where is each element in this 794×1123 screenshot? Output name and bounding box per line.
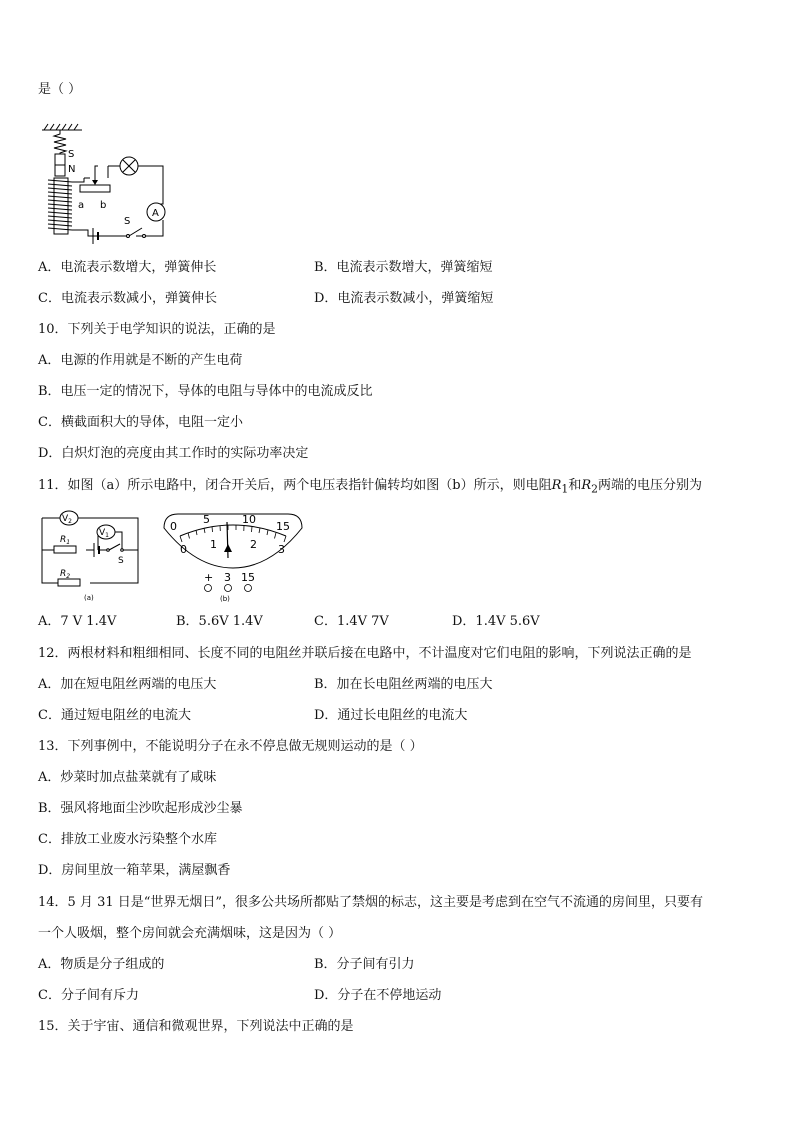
q13-option-c: C．排放工业废水污染整个水库 <box>38 832 217 847</box>
top-scale-0: 0 <box>170 520 177 533</box>
q13-option-b: B．强风将地面尘沙吹起形成沙尘暴 <box>38 801 243 816</box>
switch-label: S <box>118 556 124 566</box>
q11-option-a: A．7 V 1.4V <box>38 614 117 629</box>
q12-option-c: C．通过短电阻丝的电流大 <box>38 708 191 723</box>
top-scale-15: 15 <box>276 520 290 533</box>
svg-text:R2: $R_2$ <box>60 569 71 580</box>
ceiling-support <box>42 124 82 130</box>
q12-option-a: A．加在短电阻丝两端的电压大 <box>38 677 217 692</box>
q14-stem-line1: 14．5 月 31 日是“世界无烟日”，很多公共场所都贴了禁烟的标志，这主要是考虑到在空气不流通的房间里，只要有 <box>38 895 704 910</box>
q14-option-b: B．分子间有引力 <box>314 957 415 972</box>
bottom-scale-1: 1 <box>210 538 217 551</box>
q9-option-c: C．电流表示数减小，弹簧伸长 <box>38 291 217 306</box>
spring <box>54 130 66 154</box>
svg-text:R1: $R_1$ <box>60 535 71 546</box>
q12-option-d: D．通过长电阻丝的电流大 <box>314 708 468 723</box>
q9-option-d: D．电流表示数减小，弹簧缩短 <box>314 291 494 306</box>
q14-option-a: A．物质是分子组成的 <box>38 957 165 972</box>
rheostat-label-b: b <box>100 200 107 211</box>
q11-option-c: C．1.4V 7V <box>314 614 389 629</box>
q11-stem: 11．如图（a）所示电路中，闭合开关后，两个电压表指针偏转均如图（b）所示，则电阻$R_1$和$R_2$两端的电压分别为 <box>38 478 703 496</box>
q14-stem-line2: 一个人吸烟，整个房间就会充满烟味，这是因为（ ） <box>38 926 342 941</box>
svg-text:A: A <box>152 208 159 219</box>
q9-stem-tail: 是（ ） <box>38 82 82 97</box>
top-scale-5: 5 <box>203 513 210 526</box>
q14-option-c: C．分子间有斥力 <box>38 988 139 1003</box>
switch-icon <box>107 544 124 551</box>
q10-option-a: A．电源的作用就是不断的产生电荷 <box>38 353 243 368</box>
bottom-scale-3: 3 <box>278 543 285 556</box>
q10-option-d: D．白炽灯泡的亮度由其工作时的实际功率决定 <box>38 446 309 461</box>
terminal-posts <box>205 585 252 592</box>
rheostat-label-a: a <box>78 200 85 211</box>
q10-stem: 10．下列关于电学知识的说法，正确的是 <box>38 322 276 337</box>
terminal-label-3: 3 <box>224 571 231 584</box>
terminal-label-15: 15 <box>241 571 255 584</box>
q13-option-a: A．炒菜时加点盐菜就有了咸味 <box>38 770 217 785</box>
q11-option-d: D．1.4V 5.6V <box>452 614 540 629</box>
top-scale-10: 10 <box>242 513 256 526</box>
q9-option-b: B．电流表示数增大，弹簧缩短 <box>314 260 493 275</box>
q12-option-b: B．加在长电阻丝两端的电压大 <box>314 677 493 692</box>
figure-a-caption: (a) <box>84 594 94 602</box>
voltmeter-v1-icon <box>97 525 115 539</box>
q10-option-c: C．横截面积大的导体，电阻一定小 <box>38 415 243 430</box>
bottom-scale-2: 2 <box>250 538 257 551</box>
q12-stem: 12．两根材料和粗细相同、长度不同的电阻丝并联后接在电路中，不计温度对它们电阻的影响，下列说法正确的是 <box>38 646 692 661</box>
q13-stem: 13．下列事例中，不能说明分子在永不停息做无规则运动的是（ ） <box>38 739 423 754</box>
svg-text:V2: $V_2$ <box>62 514 72 525</box>
terminal-label-plus: + <box>204 571 214 584</box>
q10-option-b: B．电压一定的情况下，导体的电阻与导体中的电流成反比 <box>38 384 373 399</box>
q9-circuit-figure <box>38 120 208 245</box>
q11-option-b: B．5.6V 1.4V <box>176 614 263 629</box>
q13-option-d: D．房间里放一箱苹果，满屋飘香 <box>38 863 231 878</box>
q15-stem: 15．关于宇宙、通信和微观世界，下列说法中正确的是 <box>38 1019 354 1034</box>
switch-label-s: S <box>124 216 131 227</box>
q11-circuit-figure-a <box>38 508 148 603</box>
figure-b-caption: (b) <box>220 595 230 603</box>
q9-option-a: A．电流表示数增大，弹簧伸长 <box>38 260 217 275</box>
q11-voltmeter-dial-b <box>158 508 308 603</box>
lamp-icon <box>120 157 138 175</box>
resistor-r2 <box>58 569 80 586</box>
svg-text:V1: $V_1$ <box>99 528 109 539</box>
q14-option-d: D．分子在不停地运动 <box>314 988 442 1003</box>
magnet-label-s: S <box>68 149 75 160</box>
bottom-scale-0: 0 <box>180 543 187 556</box>
magnet-label-n: N <box>68 164 76 175</box>
ammeter-icon <box>147 203 165 221</box>
voltmeter-v2-icon <box>60 511 78 525</box>
resistor-r1 <box>54 535 76 553</box>
rheostat <box>80 185 110 192</box>
